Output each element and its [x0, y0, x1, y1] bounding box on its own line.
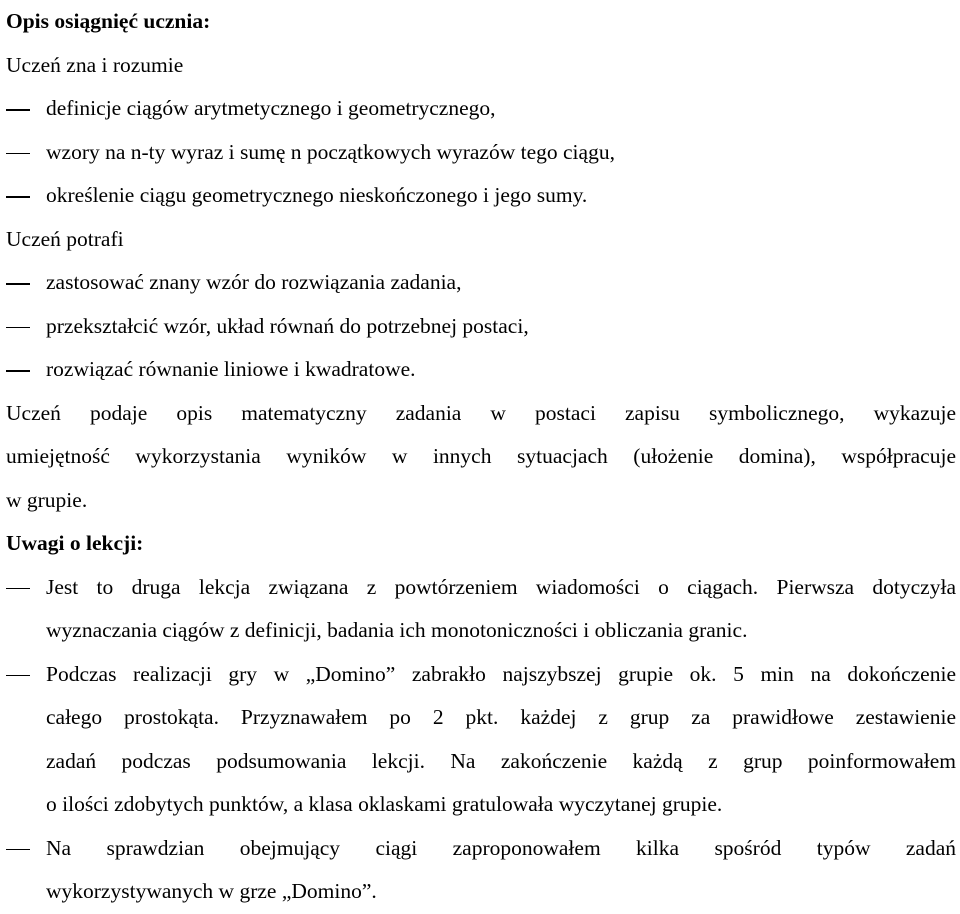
heading-remarks: Uwagi o lekcji: [6, 531, 144, 555]
list-item: przekształcić wzór, układ równań do potrzebnej postaci, [46, 313, 529, 338]
list-item: definicje ciągów arytmetycznego i geometrycznego, [46, 96, 496, 120]
paragraph-line: w grupie. [6, 487, 88, 512]
remark-line: o ilości zdobytych punktów, a klasa oklaskami gratulowała wyczytanej grupie. [46, 792, 723, 816]
list-item: określenie ciągu geometrycznego nieskończonego i jego sumy. [46, 183, 588, 207]
section-can-intro: Uczeń potrafi [6, 226, 124, 251]
section-knows-intro: Uczeń zna i rozumie [6, 52, 184, 77]
remark-line: Podczas realizacji gry w „Domino” zabrakło najszybszej grupie ok. 5 min na dokończenie [46, 661, 956, 686]
paragraph-line: umiejętność wykorzystania wyników w innych sytuacjach (ułożenie domina), współpracuje [6, 444, 956, 468]
remark-line: całego prostokąta. Przyznawałem po 2 pkt. każdej z grup za prawidłowe zestawienie [46, 705, 956, 729]
list-item: rozwiązać równanie liniowe i kwadratowe. [46, 357, 416, 381]
document-page [6, 0, 956, 914]
remark-line: Jest to druga lekcja związana z powtórzeniem wiadomości o ciągach. Pierwsza dotyczyła [46, 574, 956, 599]
heading-achievements: Opis osiągnięć ucznia: [6, 9, 211, 33]
remark-line: Na sprawdzian obejmujący ciągi zaproponowałem kilka spośród typów zadań [46, 835, 956, 860]
remark-line: wykorzystywanych w grze „Domino”. [46, 879, 377, 903]
remark-line: wyznaczania ciągów z definicji, badania ich monotoniczności i obliczania granic. [46, 618, 748, 642]
paragraph-line: Uczeń podaje opis matematyczny zadania w postaci zapisu symbolicznego, wykazuje [6, 400, 956, 425]
remark-line: zadań podczas podsumowania lekcji. Na zakończenie każdą z grup poinformowałem [46, 748, 956, 773]
list-item: zastosować znany wzór do rozwiązania zadania, [46, 270, 462, 294]
list-item: wzory na n-ty wyraz i sumę n początkowych wyrazów tego ciągu, [46, 139, 615, 164]
